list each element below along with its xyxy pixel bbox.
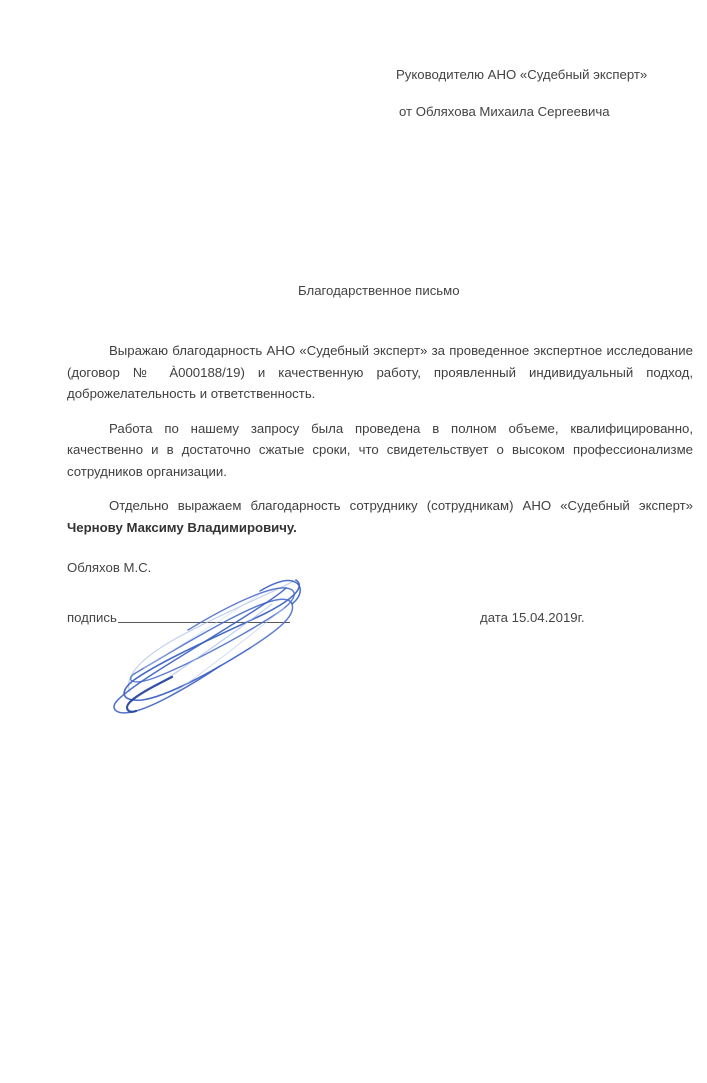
addressee-recipient-line: Руководителю АНО «Судебный эксперт» <box>396 67 648 82</box>
signer-printed-name: Обляхов М.С. <box>67 560 152 575</box>
page-title: Благодарственное письмо <box>298 283 460 298</box>
signature-row <box>67 609 637 631</box>
signature-label: подпись <box>67 610 117 625</box>
handwritten-signature-icon <box>100 556 320 706</box>
body-paragraph-2: Работа по нашему запросу была проведена в полном объеме, квалифицированно, качественно и в достаточно сжатые сроки, что свидетельствует о высоком профессионализме сотрудников организации. <box>67 420 693 479</box>
document-date: дата 15.04.2019г. <box>480 610 585 625</box>
body-paragraph-3-lead: Отдельно выражаем благодарность сотруднику (сотрудникам) АНО «Судебный эксперт» <box>109 498 693 513</box>
document-body <box>67 340 693 538</box>
acknowledged-employee-name: Чернову Максиму Владимировичу. <box>67 519 297 535</box>
addressee-sender-line: от Обляхова Михаила Сергеевича <box>399 104 610 119</box>
addressee-block <box>396 66 686 121</box>
body-paragraph-1: Выражаю благодарность АНО «Судебный эксперт» за проведенное экспертное исследование (договор № À000188/19) и качественную работу, проявленный индивидуальный подход, доброжелательность и ответственность. <box>67 343 693 401</box>
signature-rule <box>118 622 290 623</box>
body-paragraph-3 <box>67 495 693 538</box>
